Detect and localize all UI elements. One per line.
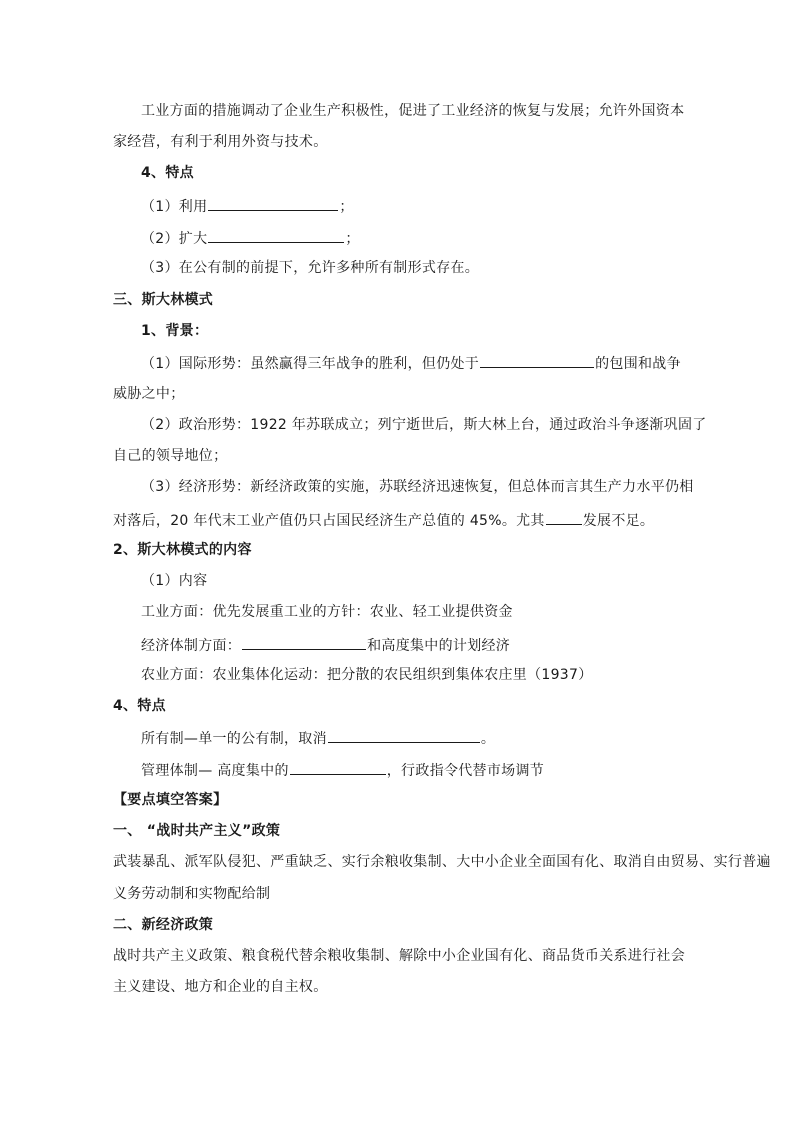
fill-blank[interactable] [290, 759, 386, 775]
feature-item-1 [141, 195, 354, 217]
paragraph-industry-line2: 家经营，有利于利用外资与技术。 [113, 134, 328, 150]
ownership-prefix: 所有制—单一的公有制，取消 [141, 731, 327, 747]
economic-situation-line2 [113, 509, 654, 531]
feature-item-1-prefix: （1）利用 [141, 199, 208, 215]
political-situation-line2: 自己的领导地位； [113, 448, 228, 464]
fill-blank[interactable] [546, 509, 582, 525]
feature-ownership [141, 727, 495, 749]
answers-nep-line1: 战时共产主义政策、粮食税代替余粮收集制、解除中小企业国有化、商品货币关系进行社会 [113, 948, 685, 964]
answers-war-communism-line2: 义务劳动制和实物配给制 [113, 886, 271, 902]
international-situation-cont: 威胁之中； [113, 386, 185, 402]
fill-blank[interactable] [208, 227, 344, 243]
feature-management [141, 759, 544, 781]
international-situation [141, 352, 681, 374]
paragraph-industry-line1: 工业方面的措施调动了企业生产积极性，促进了工业经济的恢复与发展；允许外国资本 [141, 103, 685, 119]
section-heading-stalin-model: 三、斯大林模式 [113, 292, 214, 308]
features2-heading: 4、特点 [113, 698, 166, 714]
economic-prefix: 对落后，20 年代末工业产值仍只占国民经济生产总值的 45%。尤其 [113, 513, 545, 529]
content-industry: 工业方面：优先发展重工业的方针：农业、轻工业提供资金 [141, 604, 513, 620]
feature-item-2-prefix: （2）扩大 [141, 231, 208, 247]
content-subheading: （1）内容 [141, 573, 208, 589]
feature-item-3: （3）在公有制的前提下，允许多种所有制形式存在。 [141, 260, 480, 276]
international-suffix: 的包围和战争 [595, 356, 681, 372]
feature-item-2-suffix: ； [345, 231, 360, 247]
management-prefix: 管理体制— 高度集中的 [141, 763, 289, 779]
fill-blank[interactable] [480, 352, 594, 368]
international-prefix: （1）国际形势：虽然赢得三年战争的胜利，但仍处于 [141, 356, 480, 372]
answers-heading: 【要点填空答案】 [113, 792, 228, 808]
economic-system-suffix: 和高度集中的计划经济 [367, 638, 511, 654]
fill-blank[interactable] [242, 634, 366, 650]
answers-war-communism-heading: 一、 “战时共产主义”政策 [113, 823, 281, 839]
feature-item-1-suffix: ； [339, 199, 354, 215]
content-heading: 2、斯大林模式的内容 [113, 542, 252, 558]
features-heading: 4、特点 [141, 165, 194, 181]
answers-war-communism-line1: 武装暴乱、派军队侵犯、严重缺乏、实行余粮收集制、大中小企业全面国有化、取消自由贸易、实行普遍 [113, 854, 771, 870]
feature-item-2 [141, 227, 360, 249]
fill-blank[interactable] [208, 195, 338, 211]
answers-nep-line2: 主义建设、地方和企业的自主权。 [113, 979, 328, 995]
ownership-suffix: 。 [480, 731, 496, 747]
content-agriculture: 农业方面：农业集体化运动：把分散的农民组织到集体农庄里（1937） [141, 667, 593, 683]
economic-system-prefix: 经济体制方面： [141, 638, 242, 654]
answers-nep-heading: 二、新经济政策 [113, 917, 214, 933]
background-heading: 1、背景： [141, 323, 209, 339]
economic-situation-line1: （3）经济形势：新经济政策的实施，苏联经济迅速恢复，但总体而言其生产力水平仍相 [141, 479, 694, 495]
fill-blank[interactable] [328, 727, 480, 743]
content-economic-system [141, 634, 510, 656]
economic-suffix: 发展不足。 [582, 513, 655, 529]
political-situation-line1: （2）政治形势：1922 年苏联成立；列宁逝世后，斯大林上台，通过政治斗争逐渐巩固了 [141, 417, 707, 433]
management-suffix: ，行政指令代替市场调节 [386, 763, 545, 779]
